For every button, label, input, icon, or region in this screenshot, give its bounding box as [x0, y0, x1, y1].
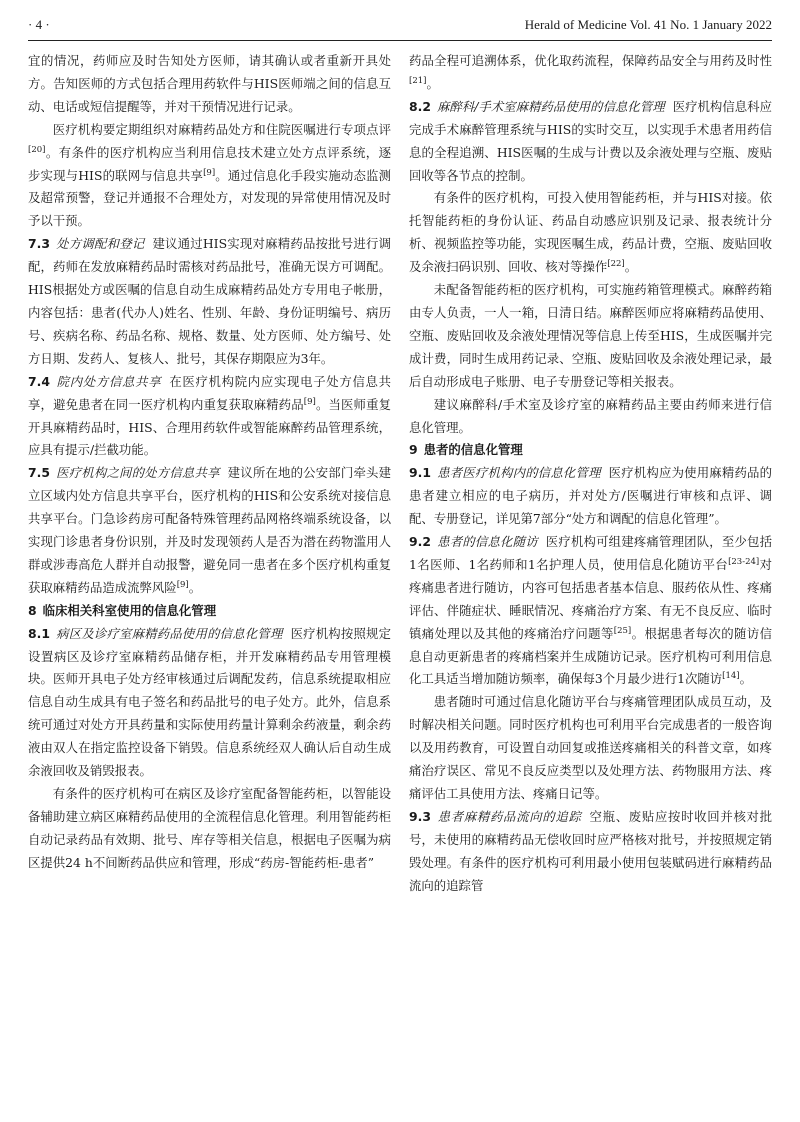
section-number: 9.3: [409, 808, 431, 824]
citation: [20]: [28, 144, 46, 155]
section-number: 9.1: [409, 465, 431, 481]
section-number: 7.4: [28, 373, 50, 389]
section-number: 8.2: [409, 98, 431, 114]
paragraph: 药品全程可追溯体系，优化取药流程，保障药品安全与用药及时性[21]。: [409, 53, 772, 91]
citation: [14]: [722, 671, 740, 682]
paragraph: 医疗机构要定期组织对麻精药品处方和住院医嘱进行专项点评[20]。有条件的医疗机构应当利用信息技术建立处方点评系统，逐步实现与HIS的联网与信息共享[9]。通过信息化手段实施动态监测及超常预警，登记并通报不合理处方，对发现的异常使用情况及时予以干预。: [28, 121, 391, 229]
section-number: 9.2: [409, 534, 431, 550]
paragraph: 有条件的医疗机构可在病区及诊疗室配备智能药柜，以智能设备辅助建立病区麻精药品使用的全流程信息化管理。利用智能药柜自动记录药品有效期、批号、库存等相关信息，根据电子医嘱为病区提供24 h不间断药品供应和管理，形成“药房-智能药柜-患者”: [28, 786, 391, 870]
citation: [23-24]: [728, 556, 760, 567]
section-8-heading: 8 临床相关科室使用的信息化管理: [28, 602, 217, 618]
citation: [9]: [176, 579, 189, 590]
section-9-2: 9.2 患者的信息化随访 医疗机构可组建疼痛管理团队，至少包括1名医师、1名药师和1名护理人员，使用信息化随访平台[23-24]对疼痛患者进行随访，内容可包括患者基本信息、服药依从性、疼痛评估、伴随症状、睡眠情况、疼痛治疗方案、有无不良反应、临时镇痛处理以及其他的疼痛治疗问题等[25]。根据患者每次的随访信息自动更新患者的疼痛档案并生成随访记录。医疗机构可利用信息化工具适当增加随访频率，确保每3个月最少进行1次随访[14]。: [409, 534, 772, 687]
section-9-heading: 9 患者的信息化管理: [409, 442, 523, 458]
paragraph: 未配备智能药柜的医疗机构，可实施药箱管理模式。麻醉药箱由专人负责，一人一箱，日清日结。麻醉医师应将麻精药品使用、空瓶、废贴回收及余液处理情况等信息上传至HIS，生成医嘱并完成计费，同时生成用药记录、空瓶、废贴回收及余液处理记录，最后自动形成电子账册、电子专册登记等相关报表。: [409, 282, 772, 389]
section-9-1: 9.1 患者医疗机构内的信息化管理 医疗机构应为使用麻精药品的患者建立相应的电子病历，并对处方/医嘱进行审核和点评、调配、专册登记，详见第7部分“处方和调配的信息化管理”。: [409, 465, 772, 527]
section-number: 7.3: [28, 236, 50, 252]
section-title: 医疗机构之间的处方信息共享: [55, 465, 220, 481]
section-8-1: 8.1 病区及诊疗室麻精药品使用的信息化管理 医疗机构按照规定设置病区及诊疗室麻精药品储存柜，并开发麻精药品专用管理模块。医师开具电子处方经审核通过后调配发药，信息系统提取相应信息自动生成具有电子签名和药品批号的电子处方。此外，信息系统可通过对处方开具药量和实际使用药量计算剩余药液量，剩余药液由双人在指定监控设备下销毁。信息系统经双人确认后自动生成余液回收及销毁报表。: [28, 625, 391, 779]
left-column: [28, 50, 391, 1115]
paragraph: 建议麻醉科/手术室及诊疗室的麻精药品主要由药师来进行信息化管理。: [409, 396, 772, 435]
section-8-2: 8.2 麻醉科/手术室麻精药品使用的信息化管理 医疗机构信息科应完成手术麻醉管理系统与HIS的实时交互，以实现手术患者用药信息的全程追溯、HIS医嘱的生成与计费以及余液处理与空瓶、废贴回收等各节点的控制。: [409, 98, 772, 183]
section-title: 患者的信息化随访: [436, 534, 538, 550]
section-number: 7.5: [28, 465, 50, 481]
right-column: [409, 50, 772, 1115]
citation: [9]: [303, 396, 316, 407]
section-title: 麻醉科/手术室麻精药品使用的信息化管理: [436, 98, 665, 114]
paragraph: 宜的情况，药师应及时告知处方医师，请其确认或者重新开具处方。告知医师的方式包括合理用药软件与HIS医师端之间的信息互动、电话或短信提醒等，并对干预情况进行记录。: [28, 53, 391, 114]
citation: [21]: [409, 75, 427, 86]
page-number: · 4 ·: [28, 17, 50, 32]
section-7-3: 7.3 处方调配和登记 建议通过HIS实现对麻精药品按批号进行调配，药师在发放麻精药品时需核对药品批号，准确无误方可调配。HIS根据处方或医嘱的信息自动生成麻精药品处方专用电子帐册，内容包括：患者(代办人)姓名、性别、年龄、身份证明编号、病历号、疾病名称、药品名称、规格、数量、处方医师、处方编号、处方日期、发药人、复核人、批号，其保存期限应为3年。: [28, 236, 391, 366]
paragraph: 有条件的医疗机构，可投入使用智能药柜，并与HIS对接。依托智能药柜的身份认证、药品自动感应识别及记录、报表统计分析、视频监控等功能，实现医嘱生成，药品计费，空瓶、废贴回收及余液扫码识别、回收、核对等操作[22]。: [409, 190, 772, 275]
citation: [9]: [203, 167, 216, 178]
section-9-3: 9.3 患者麻精药品流向的追踪 空瓶、废贴应按时收回并核对批号，未使用的麻精药品无偿收回时应严格核对批号，并按照规定销毁处理。有条件的医疗机构可利用最小使用包装赋码进行麻精药品流向的追踪管: [409, 808, 772, 893]
section-title: 患者麻精药品流向的追踪: [436, 808, 582, 824]
running-header: [28, 10, 772, 41]
section-number: 8.1: [28, 625, 50, 641]
section-title: 处方调配和登记: [55, 236, 145, 252]
section-title: 患者医疗机构内的信息化管理: [436, 465, 601, 481]
citation: [25]: [613, 625, 632, 636]
citation: [22]: [607, 259, 625, 270]
journal-citation: Herald of Medicine Vol. 41 No. 1 January 2022: [524, 17, 772, 32]
paragraph: 患者随时可通过信息化随访平台与疼痛管理团队成员互动，及时解决相关问题。同时医疗机构也可利用平台完成患者的一般咨询以及用药教育，可设置自动回复或推送疼痛相关的科普文章，如疼痛治疗误区、常见不良反应类型以及处理方法、药物服用方法、疼痛评估工具使用方法、疼痛日记等。: [409, 694, 772, 801]
text-columns: [28, 50, 772, 1115]
section-7-5: 7.5 医疗机构之间的处方信息共享 建议所在地的公安部门牵头建立区域内处方信息共享平台，医疗机构的HIS和公安系统对接信息共享平台。门急诊药房可配备特殊管理药品网格终端系统设备，以实现门诊患者身份识别，并及时发现领药人是否为潜在药物滥用人群或涉毒高危人群并自动报警，避免同一患者在多个医疗机构重复获取麻精药品造成流弊风险[9]。: [28, 465, 391, 595]
section-title: 病区及诊疗室麻精药品使用的信息化管理: [55, 625, 283, 641]
section-7-4: 7.4 院内处方信息共享 在医疗机构院内应实现电子处方信息共享，避免患者在同一医疗机构内重复获取麻精药品[9]。当医师重复开具麻精药品时，HIS、合理用药软件或智能麻醉药品管理系统，应具有提示/拦截功能。: [28, 373, 391, 458]
section-title: 院内处方信息共享: [55, 373, 162, 389]
